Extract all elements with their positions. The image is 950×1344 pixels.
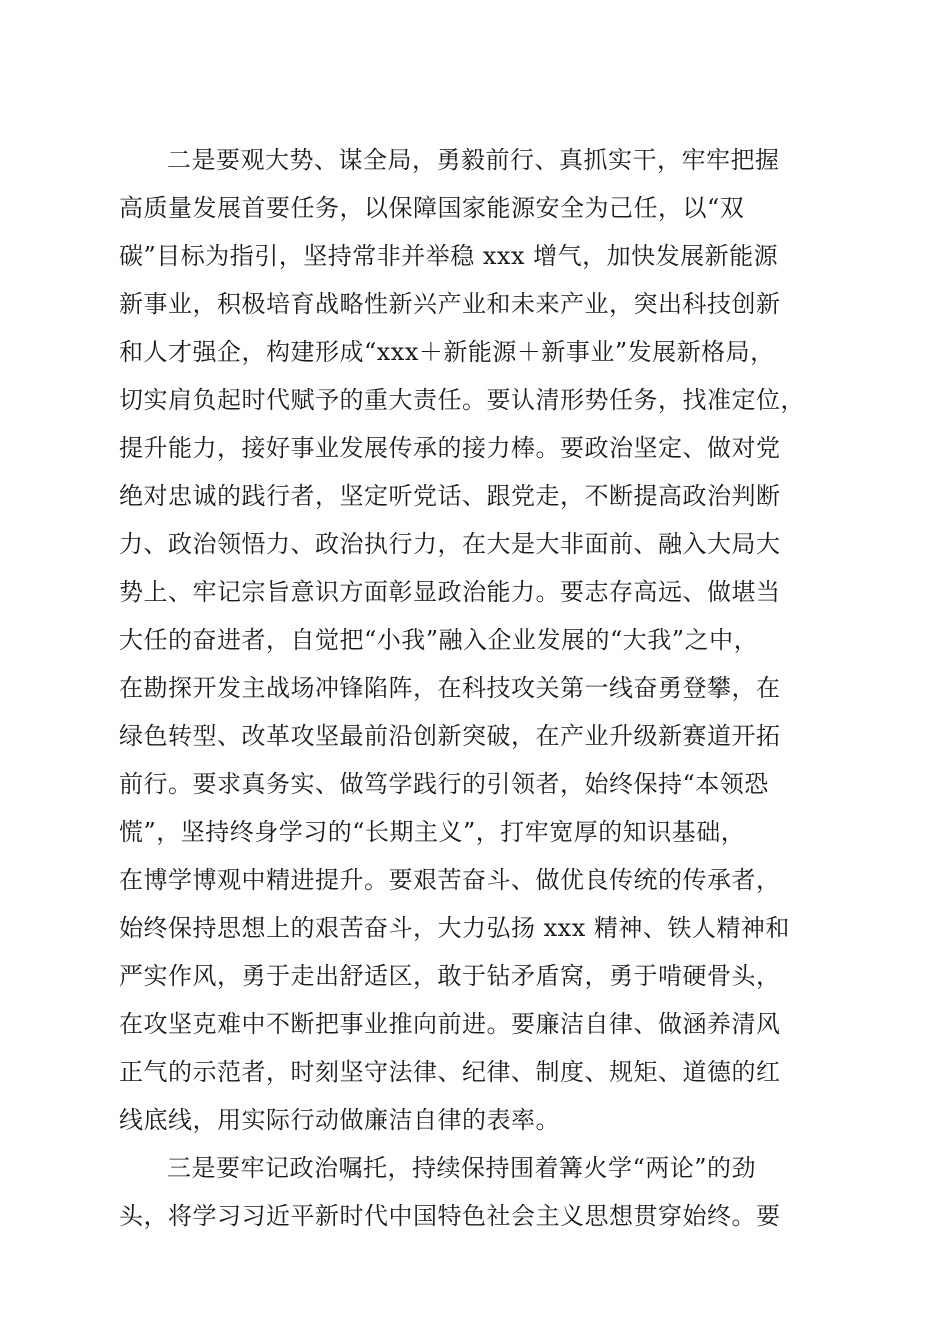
paragraph-line: 在博学博观中精进提升。要艰苦奋斗、做优良传统的传承者， [119, 866, 781, 894]
paragraph-line: 正气的示范者，时刻坚守法律、纪律、制度、规矩、道德的红 [119, 1058, 781, 1086]
paragraph-line: 前行。要求真务实、做笃学践行的引领者，始终保持“本领恐 [119, 770, 769, 798]
paragraph-line: 慌”，坚持终身学习的“长期主义”，打牢宽厚的知识基础， [119, 818, 746, 846]
paragraph-line: 绿色转型、改革攻坚最前沿创新突破，在产业升级新赛道开拓 [119, 722, 781, 750]
paragraph-line: 大任的奋进者，自觉把“小我”融入企业发展的“大我”之中， [119, 626, 759, 654]
paragraph-line: 提升能力，接好事业发展传承的接力棒。要政治坚定、做对党 [119, 434, 781, 462]
paragraph-line: 势上、牢记宗旨意识方面彰显政治能力。要志存高远、做堪当 [119, 578, 781, 606]
paragraph-line: 始终保持思想上的艰苦奋斗，大力弘扬 xxx 精神、铁人精神和 [119, 914, 790, 942]
paragraph-line: 碳”目标为指引，坚持常非并举稳 xxx 增气，加快发展新能源 [119, 242, 779, 270]
paragraph-line: 绝对忠诚的践行者，坚定听党话、跟党走，不断提高政治判断 [119, 482, 781, 510]
paragraph-line: 线底线，用实际行动做廉洁自律的表率。 [119, 1106, 560, 1134]
paragraph-line: 切实肩负起时代赋予的重大责任。要认清形势任务，找准定位， [119, 386, 805, 414]
paragraph-line: 新事业，积极培育战略性新兴产业和未来产业，突出科技创新 [119, 290, 781, 318]
paragraph-line: 在攻坚克难中不断把事业推向前进。要廉洁自律、做涵养清风 [119, 1010, 781, 1038]
paragraph-line: 严实作风，勇于走出舒适区，敢于钻矛盾窝，勇于啃硬骨头， [119, 962, 781, 990]
paragraph-line: 高质量发展首要任务，以保障国家能源安全为己任，以“双 [119, 194, 745, 222]
paragraph-line: 在勘探开发主战场冲锋陷阵，在科技攻关第一线奋勇登攀，在 [119, 674, 781, 702]
paragraph-line: 二是要观大势、谋全局，勇毅前行、真抓实干，牢牢把握 [167, 146, 780, 174]
paragraph-line: 力、政治领悟力、政治执行力，在大是大非面前、融入大局大 [119, 530, 781, 558]
body-text [119, 136, 835, 1240]
paragraph-line: 和人才强企，构建形成“xxx＋新能源＋新事业”发展新格局， [119, 338, 775, 366]
paragraph-line: 头，将学习习近平新时代中国特色社会主义思想贯穿始终。要 [119, 1202, 781, 1230]
paragraph-line: 三是要牢记政治嘱托，持续保持围着篝火学“两论”的劲 [167, 1154, 757, 1182]
